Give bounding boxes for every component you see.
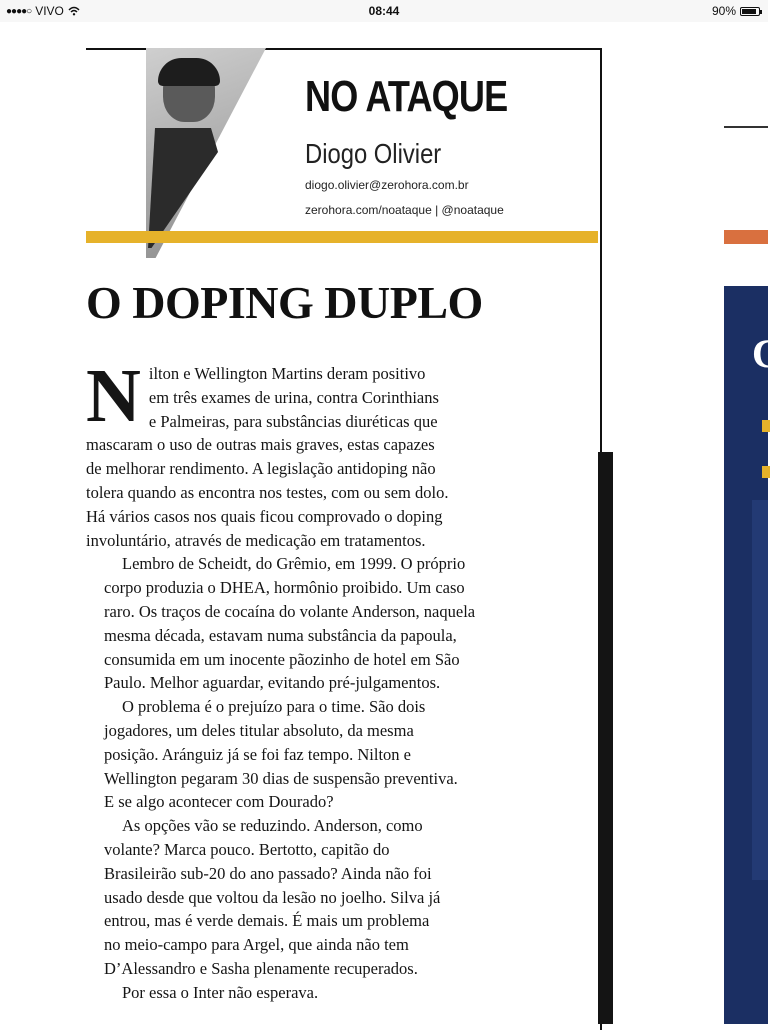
article-paragraph xyxy=(86,552,566,695)
author-photo-hair xyxy=(158,58,220,86)
drop-cap: N xyxy=(86,354,141,438)
status-bar xyxy=(0,0,768,22)
battery-percent: 90% xyxy=(711,4,736,18)
article-line: no meio-campo para Argel, que ainda não tem xyxy=(104,935,409,955)
article-body xyxy=(86,354,566,1005)
column-divider xyxy=(598,452,613,1024)
article-line: As opções vão se reduzindo. Anderson, como xyxy=(122,816,423,836)
article-line: corpo produzia o DHEA, hormônio proibido. Um caso xyxy=(104,578,465,598)
article-headline: O DOPING DUPLO xyxy=(86,277,483,328)
article-line: Wellington pegaram 30 dias de suspensão preventiva. xyxy=(104,768,458,788)
article-line: Lembro de Scheidt, do Grêmio, em 1999. O próprio xyxy=(122,554,466,574)
article-line: raro. Os traços de cocaína do volante Anderson, naquela xyxy=(104,601,476,621)
signal-icon: ●●●●○ xyxy=(6,5,32,17)
article-paragraph xyxy=(86,814,566,981)
article-line: E se algo acontecer com Dourado? xyxy=(104,792,334,812)
adjacent-bullet-icon xyxy=(762,466,770,478)
article-line: mesma década, estavam numa substância da papoula, xyxy=(104,625,457,645)
column-title: NO ATAQUE xyxy=(305,72,508,121)
adjacent-panel-box xyxy=(752,500,768,880)
adjacent-column-accent xyxy=(724,230,768,244)
adjacent-column-rule xyxy=(724,126,768,128)
column-rule xyxy=(86,231,598,243)
article-line: e Palmeiras, para substâncias diuréticas que xyxy=(148,411,438,431)
article-paragraph xyxy=(86,695,566,814)
article-line: Brasileirão sub-20 do ano passado? Ainda não foi xyxy=(104,863,432,883)
article-line: consumida em um inocente pãozinho de hotel em São xyxy=(104,649,460,669)
article-line: mascaram o uso de outras mais graves, estas capazes xyxy=(86,435,435,455)
article-line: Por essa o Inter não esperava. xyxy=(122,982,319,1002)
article-line: usado desde que voltou da lesão no joelho. Silva já xyxy=(104,887,441,907)
status-right xyxy=(712,4,760,18)
article-line: Há vários casos nos quais ficou comprovado o doping xyxy=(86,506,443,526)
article-paragraph xyxy=(86,981,566,1005)
article-line: de melhorar rendimento. A legislação antidoping não xyxy=(86,459,436,479)
author-email[interactable]: diogo.olivier@zerohora.com.br xyxy=(305,178,469,192)
article-line: tolera quando as encontra nos testes, com ou sem dolo. xyxy=(86,482,449,502)
author-links[interactable]: zerohora.com/noataque | @noataque xyxy=(305,203,504,217)
article-line: em três exames de urina, contra Corinthians xyxy=(148,387,439,407)
article-line: D’Alessandro e Sasha plenamente recuperados. xyxy=(104,958,418,978)
clock: 08:44 xyxy=(368,4,400,18)
article-line: entrou, mas é verde demais. É mais um problema xyxy=(104,911,430,931)
battery-icon xyxy=(740,7,760,16)
adjacent-panel-letter: C xyxy=(752,331,781,376)
article-line: jogadores, um deles titular absoluto, da mesma xyxy=(104,720,414,740)
article-line: ilton e Wellington Martins deram positivo xyxy=(148,364,426,383)
author-name: Diogo Olivier xyxy=(305,138,442,169)
article-line: Paulo. Melhor aguardar, evitando pré-julgamentos. xyxy=(104,673,441,693)
article-line: volante? Marca pouco. Bertotto, capitão do xyxy=(104,839,390,859)
article-line: involuntário, através de medicação em tratamentos. xyxy=(86,530,426,550)
article-paragraph xyxy=(86,354,566,552)
article-line: O problema é o prejuízo para o time. São dois xyxy=(122,697,426,717)
article-line: posição. Aránguiz já se foi faz tempo. Nilton e xyxy=(104,744,411,764)
carrier-label: VIVO xyxy=(35,4,64,18)
adjacent-bullet-icon xyxy=(762,420,770,432)
